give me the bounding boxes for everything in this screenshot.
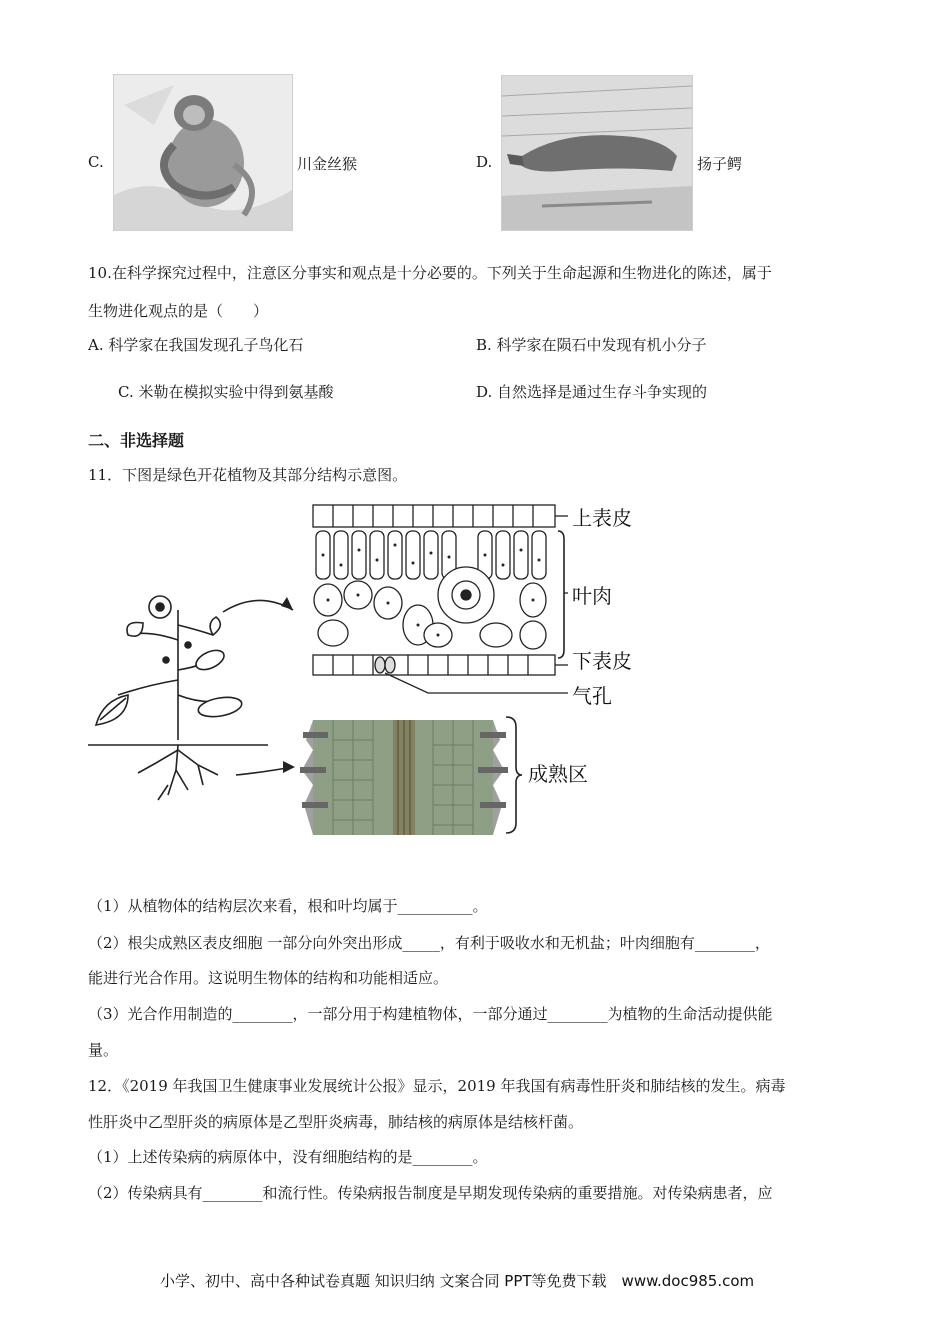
chinese-alligator-photo bbox=[501, 75, 693, 231]
q10-option-c: C. 米勒在模拟实验中得到氨基酸 bbox=[118, 383, 334, 401]
q10-option-a: A. 科学家在我国发现孔子鸟化石 bbox=[88, 336, 304, 354]
label-maturation-zone: 成熟区 bbox=[528, 762, 588, 786]
q12-sub2: （2）传染病具有________和流行性。传染病报告制度是早期发现传染病的重要措施。对传染病患者，应 bbox=[88, 1184, 773, 1202]
q10-stem-line2: 生物进化观点的是（ ） bbox=[88, 302, 269, 320]
q12-stem-line2: 性肝炎中乙型肝炎的病原体是乙型肝炎病毒，肺结核的病原体是结核杆菌。 bbox=[88, 1113, 584, 1131]
label-lower-epidermis: 下表皮 bbox=[572, 649, 632, 673]
q11-sub3-line2: 量。 bbox=[88, 1041, 119, 1059]
option-c-letter: C. bbox=[88, 153, 104, 171]
option-c-label: 川金丝猴 bbox=[297, 155, 358, 173]
label-stoma: 气孔 bbox=[572, 684, 612, 708]
q10-stem-line1: 10.在科学探究过程中，注意区分事实和观点是十分必要的。下列关于生命起源和生物进化的陈述，属于 bbox=[88, 264, 772, 282]
q10-option-d: D. 自然选择是通过生存斗争实现的 bbox=[476, 383, 708, 401]
q11-sub2-line2: 能进行光合作用。这说明生物体的结构和功能相适应。 bbox=[88, 969, 449, 987]
golden-monkey-photo bbox=[113, 74, 293, 231]
plant-drawing bbox=[88, 596, 268, 800]
option-d-letter: D. bbox=[476, 153, 493, 171]
q11-sub1: （1）从植物体的结构层次来看，根和叶均属于__________。 bbox=[88, 897, 488, 915]
root-maturation-zone bbox=[300, 720, 508, 835]
option-d-label: 扬子鳄 bbox=[697, 155, 743, 173]
q10-option-b: B. 科学家在陨石中发现有机小分子 bbox=[476, 336, 707, 354]
footer-banner: 小学、初中、高中各种试卷真题 知识归纳 文案合同 PPT等免费下载 www.doc985.com bbox=[160, 1272, 755, 1290]
q11-sub3-line1: （3）光合作用制造的________，一部分用于构建植物体，一部分通过________为植物的生命活动提供能 bbox=[88, 1005, 773, 1023]
leaf-cross-section bbox=[313, 505, 555, 675]
q11-stem: 11．下图是绿色开花植物及其部分结构示意图。 bbox=[88, 466, 408, 484]
label-upper-epidermis: 上表皮 bbox=[572, 506, 632, 530]
q12-stem-line1: 12．《2019 年我国卫生健康事业发展统计公报》显示，2019 年我国有病毒性肝炎和肺结核的发生。病毒 bbox=[88, 1077, 786, 1095]
q11-sub2-line1: （2）根尖成熟区表皮细胞 一部分向外突出形成_____，有利于吸收水和无机盐；叶肉细胞有________， bbox=[88, 934, 770, 952]
q12-sub1: （1）上述传染病的病原体中，没有细胞结构的是________。 bbox=[88, 1148, 488, 1166]
label-mesophyll: 叶肉 bbox=[572, 584, 612, 608]
section-title: 二、非选择题 bbox=[88, 431, 185, 450]
